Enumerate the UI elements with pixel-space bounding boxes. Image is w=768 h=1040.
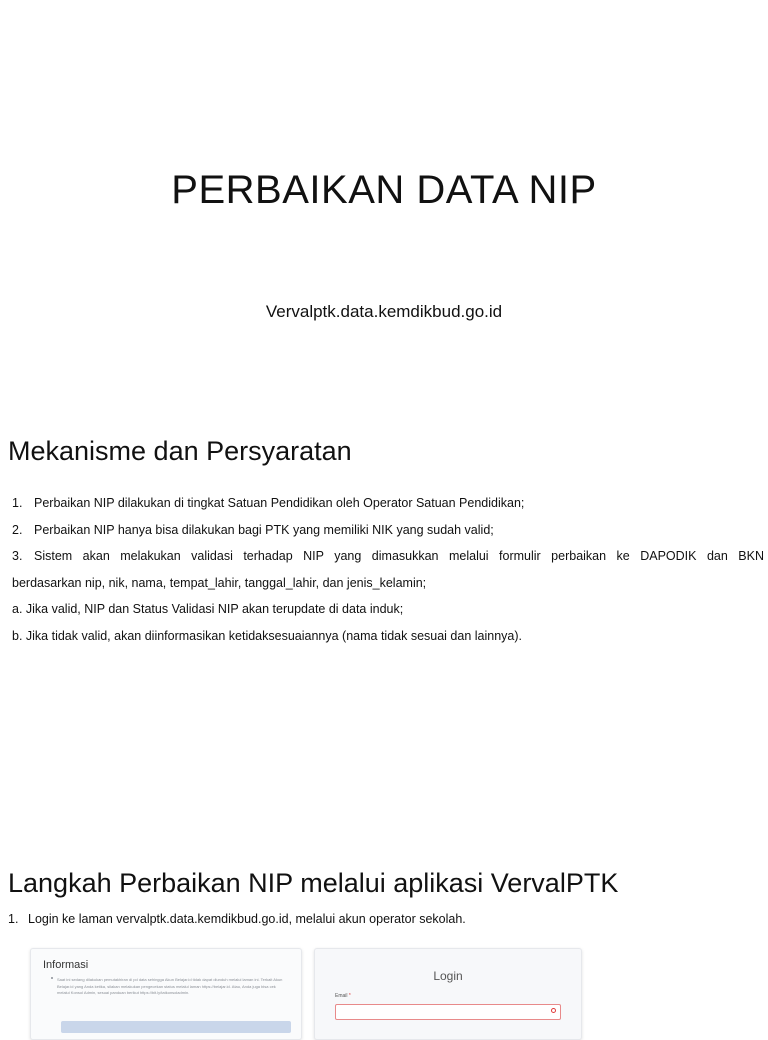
- requirement-item-2: [12, 517, 764, 544]
- requirement-text: Perbaikan NIP hanya bisa dilakukan bagi PTK yang memiliki NIK yang sudah valid;: [34, 522, 494, 537]
- section-title-langkah: Langkah Perbaikan NIP melalui aplikasi VervalPTK: [8, 868, 619, 898]
- login-title: Login: [433, 969, 463, 983]
- requirement-item-3-continued: berdasarkan nip, nik, nama, tempat_lahir, tanggal_lahir, dan jenis_kelamin;: [12, 575, 427, 590]
- bullet-icon: [51, 977, 53, 979]
- section-title-mekanisme: Mekanisme dan Persyaratan: [8, 436, 352, 466]
- info-panel-text: Saat ini sedang dilakukan pemutakhiran di pd data sehingga Akun Belajar.id tidak dapat diunduh melalui laman ini. Terkait Akun Belajar.id yang Anda ketika, silakan melakukan pengecekan status melalui laman https://belajar.id. Atau, Anda juga bisa cek melalui Konsol Admin, sesuai panduan berikut https://bit.ly/tatkonsoladmin.: [57, 977, 283, 995]
- email-label: [335, 993, 351, 999]
- requirement-item-1: [12, 490, 764, 517]
- step-item-1: [8, 912, 466, 926]
- list-number: 3.: [12, 549, 23, 563]
- requirement-text: Perbaikan NIP dilakukan di tingkat Satuan Pendidikan oleh Operator Satuan Pendidikan;: [34, 496, 525, 510]
- list-number: 2.: [12, 522, 23, 537]
- screenshot-info-panel: [30, 948, 302, 1040]
- requirement-text-line1: Sistem akan melakukan validasi terhadap NIP yang dimasukkan melalui formulir perbaikan ke DAPODIK dan BKN: [34, 549, 764, 563]
- required-mark: *: [348, 993, 351, 999]
- list-number: 1.: [12, 496, 23, 510]
- error-icon: [551, 1008, 556, 1013]
- requirement-item-3: [12, 543, 764, 570]
- slide-subtitle-url: Vervalptk.data.kemdikbud.go.id: [265, 302, 503, 321]
- slide-title-perbaikan-data-nip: PERBAIKAN DATA NIP: [171, 168, 597, 212]
- step-text: Login ke laman vervalptk.data.kemdikbud.go.id, melalui akun operator sekolah.: [28, 912, 466, 926]
- info-panel-title: Informasi: [43, 959, 89, 971]
- screenshot-login-panel: [314, 948, 582, 1040]
- info-panel-bar: [61, 1021, 291, 1033]
- email-input: [335, 1004, 561, 1020]
- email-label-text: Email: [335, 993, 348, 999]
- list-number: 1.: [8, 912, 19, 926]
- requirements-list: [12, 490, 764, 649]
- sub-item-b: b. Jika tidak valid, akan diinformasikan ketidaksesuaiannya (nama tidak sesuai dan lainnya).: [12, 628, 523, 643]
- sub-item-a: a. Jika valid, NIP dan Status Validasi NIP akan terupdate di data induk;: [12, 602, 404, 616]
